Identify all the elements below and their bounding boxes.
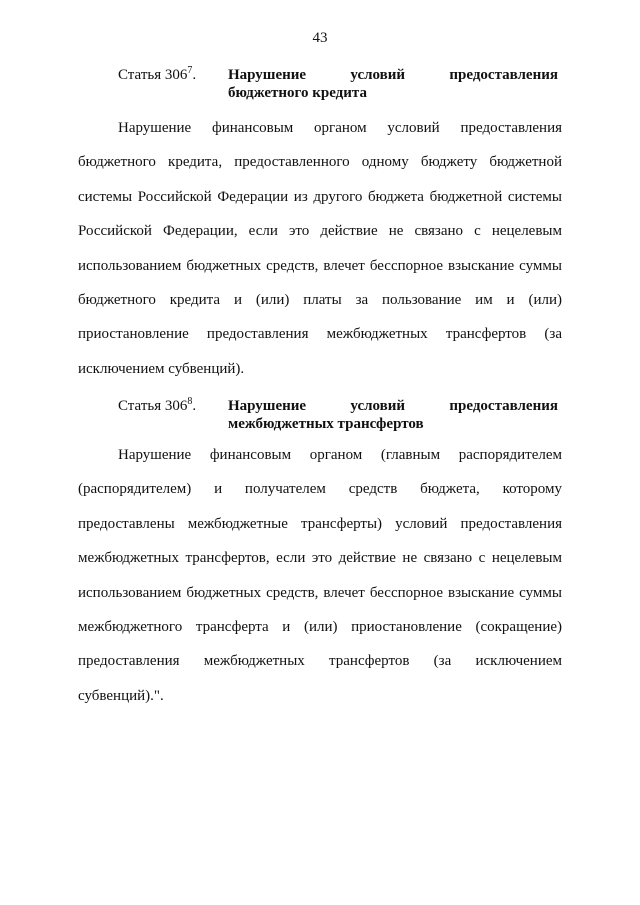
article-title: Нарушение условий предоставления бюджетного кредита [228,67,558,101]
article-label: Статья $306^7$. [118,65,197,83]
article-title: Нарушение условий предоставления межбюджетных трансфертов [228,398,558,432]
article-label: Статья $306^8$. [118,396,197,414]
page-number: 43 [312,30,328,46]
article-body-306-7: Нарушение финансовым органом условий предоставления бюджетного кредита, предоставленного одному бюджету бюджетной системы Российской Федерации из другого бюджета бюджетной системы Российской Федерации, если это действие не связано с нецелевым использованием бюджетных средств, влечет бесспорное взыскание суммы бюджетного кредита и (или) платы за пользование им и (или) приостановление предоставления межбюджетных трансфертов (за исключением субвенций). [78,120,562,377]
article-body-306-8: Нарушение финансовым органом (главным распорядителем (распорядителем) и получателем средств бюджета, которому предоставлены межбюджетные трансферты) условий предоставления межбюджетных трансфертов, если это действие не связано с нецелевым использованием бюджетных средств, влечет бесспорное взыскание суммы межбюджетного трансферта и (или) приостановление (сокращение) предоставления межбюджетных трансфертов (за исключением субвенций).". [78,447,562,704]
